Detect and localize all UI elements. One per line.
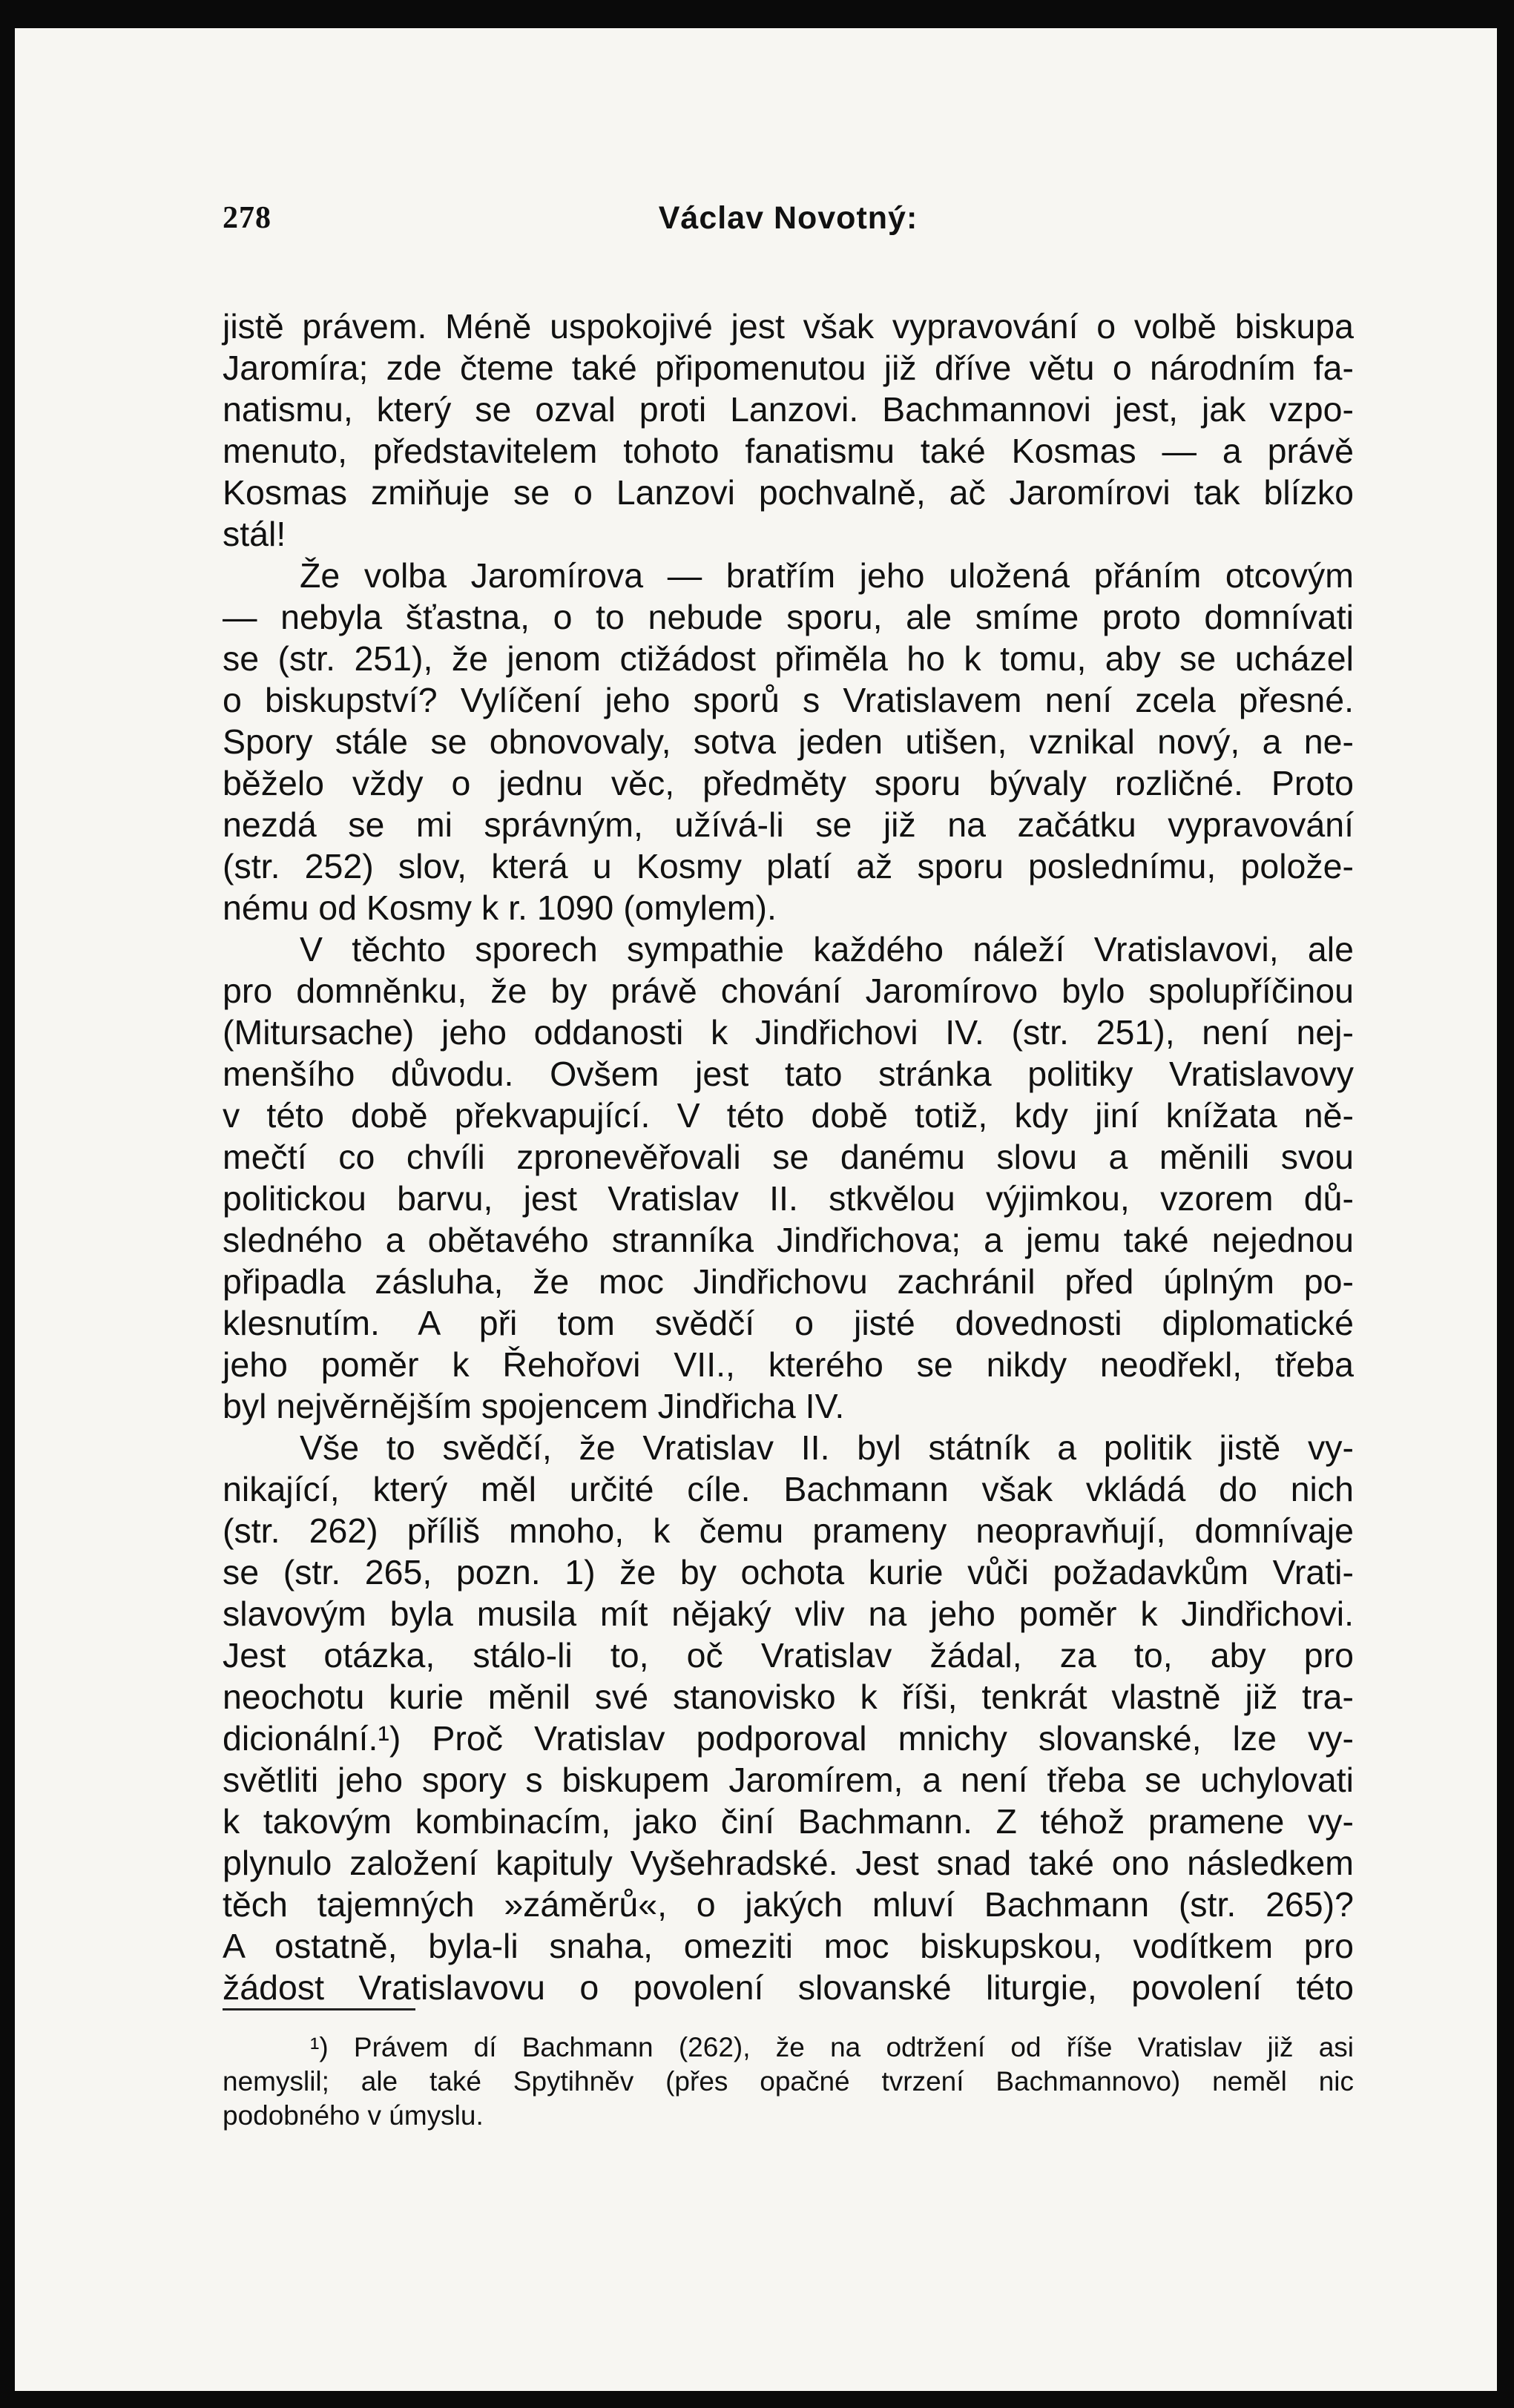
text-line: (str. 262) příliš mnoho, k čemu prameny neopravňují, domnívaje	[223, 1511, 1354, 1550]
text-line: světliti jeho spory s biskupem Jaromírem, a není třeba se uchylovati	[223, 1761, 1354, 1799]
text-line: Jest otázka, stálo-li to, oč Vratislav žádal, za to, aby pro	[223, 1636, 1354, 1675]
text-line: Vše to svědčí, že Vratislav II. byl státník a politik jistě vy-	[300, 1428, 1354, 1467]
text-line: k takovým kombinacím, jako činí Bachmann. Z téhož pramene vy-	[223, 1802, 1354, 1841]
page-number: 278	[223, 201, 271, 235]
text-line: plynulo založení kapituly Vyšehradské. Jest snad také ono následkem	[223, 1844, 1354, 1882]
text-line: žádost Vratislavovu o povolení slovanské liturgie, povolení této	[223, 1968, 1354, 2007]
text-line: jeho poměr k Řehořovi VII., kterého se nikdy neodřekl, třeba	[223, 1345, 1354, 1384]
text-line: klesnutím. A při tom svědčí o jisté dovednosti diplomatické	[223, 1304, 1354, 1342]
text-line: Že volba Jaromírova — bratřím jeho uložená přáním otcovým	[300, 556, 1354, 595]
text-line: — nebyla šťastna, o to nebude sporu, ale smíme proto domnívati	[223, 598, 1354, 636]
text-line: nezdá se mi správným, užívá-li se již na začátku vypravování	[223, 805, 1354, 844]
footnote-divider	[223, 2008, 415, 2010]
text-line: nému od Kosmy k r. 1090 (omylem).	[223, 888, 777, 927]
text-line: A ostatně, byla-li snaha, omeziti moc biskupskou, vodítkem pro	[223, 1927, 1354, 1965]
text-line: se (str. 265, pozn. 1) že by ochota kurie vůči požadavkům Vrati-	[223, 1553, 1354, 1591]
footnote	[223, 2031, 1354, 2133]
footnote-line: podobného v úmyslu.	[223, 2100, 484, 2131]
text-line: pro domněnku, že by právě chování Jaromírovo bylo spolupříčinou	[223, 972, 1354, 1010]
footnote-line: nemyslil; ale také Spytihněv (přes opačné tvrzení Bachmannovo) neměl nic	[223, 2066, 1354, 2097]
text-line: (Mitursache) jeho oddanosti k Jindřichovi IV. (str. 251), není nej-	[223, 1013, 1354, 1052]
text-line: stál!	[223, 515, 286, 553]
text-line: připadla zásluha, že moc Jindřichovu zachránil před úplným po-	[223, 1262, 1354, 1301]
text-line: neochotu kurie měnil své stanovisko k říši, tenkrát vlastně již tra-	[223, 1678, 1354, 1716]
text-line: menšího důvodu. Ovšem jest tato stránka politiky Vratislavovy	[223, 1055, 1354, 1093]
text-line: v této době překvapující. V této době totiž, kdy jiní knížata ně-	[223, 1096, 1354, 1135]
text-line: slavovým byla musila mít nějaký vliv na jeho poměr k Jindřichovi.	[223, 1594, 1354, 1633]
text-line: byl nejvěrnějším spojencem Jindřicha IV.	[223, 1387, 845, 1425]
text-line: politickou barvu, jest Vratislav II. stkvělou výjimkou, vzorem dů-	[223, 1179, 1354, 1218]
text-line: běželo vždy o jednu věc, předměty sporu bývaly rozličné. Proto	[223, 764, 1354, 802]
text-line: těch tajemných »záměrů«, o jakých mluví Bachmann (str. 265)?	[223, 1885, 1354, 1924]
text-line: dicionální.¹) Proč Vratislav podporoval mnichy slovanské, lze vy-	[223, 1719, 1354, 1758]
body-text	[223, 306, 1354, 2008]
text-line: menuto, představitelem tohoto fanatismu také Kosmas — a právě	[223, 432, 1354, 470]
text-line: Spory stále se obnovovaly, sotva jeden utišen, vznikal nový, a ne-	[223, 722, 1354, 761]
text-line: jistě právem. Méně uspokojivé jest však vypravování o volbě biskupa	[223, 307, 1354, 346]
text-line: Jaromíra; zde čteme také připomenutou již dříve větu o národním fa-	[223, 349, 1354, 387]
text-line: nikající, který měl určité cíle. Bachmann však vkládá do nich	[223, 1470, 1354, 1508]
text-line: V těchto sporech sympathie každého náleží Vratislavovi, ale	[300, 930, 1354, 969]
running-head: Václav Novotný:	[658, 200, 918, 236]
footnote-line: ¹) Právem dí Bachmann (262), že na odtržení od říše Vratislav již asi	[310, 2032, 1354, 2062]
text-line: Kosmas zmiňuje se o Lanzovi pochvalně, ač Jaromírovi tak blízko	[223, 473, 1354, 512]
text-line: sledného a obětavého stranníka Jindřichova; a jemu také nejednou	[223, 1221, 1354, 1259]
text-line: (str. 252) slov, která u Kosmy platí až sporu poslednímu, polože-	[223, 847, 1354, 885]
page-header	[223, 200, 1354, 252]
text-line: natismu, který se ozval proti Lanzovi. Bachmannovi jest, jak vzpo-	[223, 390, 1354, 429]
text-line: se (str. 251), že jenom ctižádost přiměla ho k tomu, aby se ucházel	[223, 639, 1354, 678]
text-line: mečtí co chvíli zpronevěřovali se danému slovu a měnili svou	[223, 1138, 1354, 1176]
text-line: o biskupství? Vylíčení jeho sporů s Vratislavem není zcela přesné.	[223, 681, 1354, 719]
